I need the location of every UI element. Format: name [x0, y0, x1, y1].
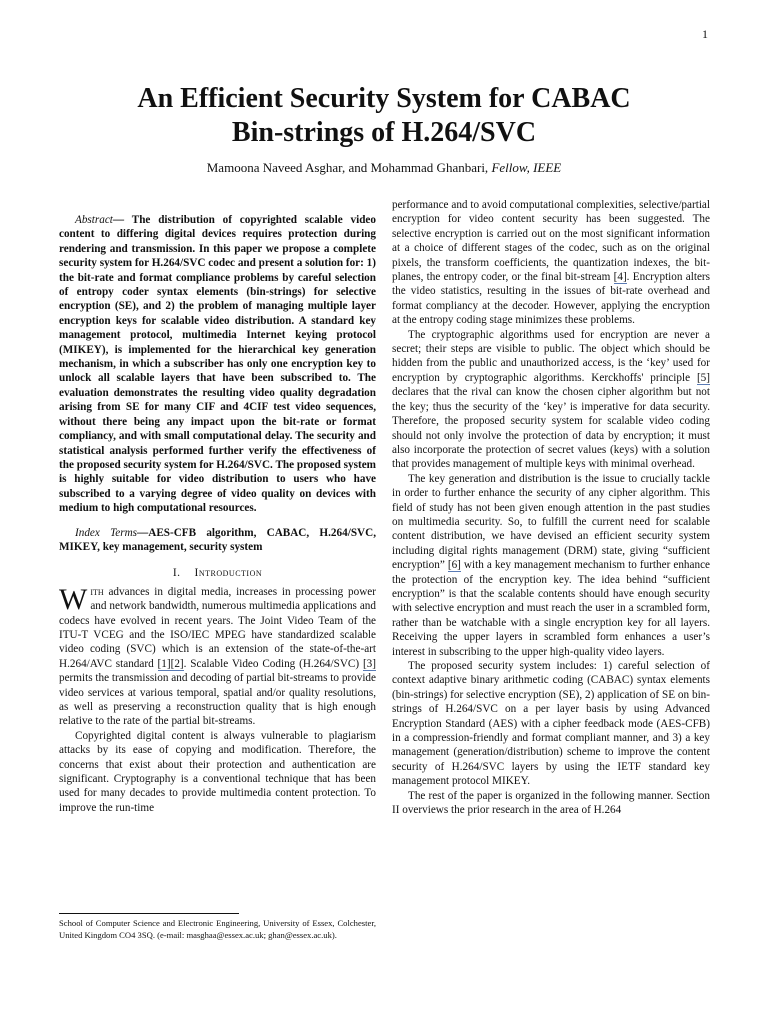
index-terms: [59, 526, 376, 555]
right-paragraph-5: The rest of the paper is organized in the following manner. Section II overviews the prior research in the area of H.264: [392, 789, 710, 817]
abstract-body: The distribution of copyrighted scalable video content to differing digital devices requires protection during rendering and transmission. In this paper we propose a complete security system for H.264/SVC codec and present a solution for: 1) the bit-rate and format compliance problems by careful selection of entropy coder syntax elements (bin-strings) for selective encryption (SE), and 2) the problem of managing multiple layer encryption keys for scalable video distribution. A standard key management protocol, multimedia Internet keying protocol (MIKEY), is implemented for the hierarchical key generation mechanism, in which a subscriber has only one encryption key to unlock all scalable layers that have been subscribed to. The evaluation demonstrates the resulting video quality degradation arising from SE for many CIF and 4CIF test video sequences, without there being any impact upon the bit-rate or format compliancy, and with small computational delay. The security and statistical analysis performed further verify the effectiveness of the proposed security system for H.264/SVC. The proposed system is highly suitable for video distribution to users who have subscribed to a varying degree of video quality on devices with medium to high computational resources.: [59, 214, 376, 515]
footnote-text: School of Computer Science and Electronic Engineering, University of Essex, Colchester, United Kingdom CO4 3SQ. (e-mail: masghaa@essex.ac.uk; ghan@essex.ac.uk).: [59, 918, 376, 940]
reference-link-6[interactable]: [6]: [447, 559, 461, 572]
right-text-3b: with a key management mechanism to further enhance the protection of the encryption key. The idea behind “sufficient encryption” is that the scalable contents should have enough security with selective encryption and must reach the user in a scrambled form, rather than be watchable with a single encryption key for all layers. Receiving the upper layers in scrambled form enhances a user’s interest in subscribing to the upper high-quality video layers.: [392, 559, 710, 658]
drop-cap: W: [59, 582, 88, 616]
intro-text-1b: . Scalable Video Coding (H.264/SVC): [183, 657, 363, 670]
page-number: 1: [702, 27, 708, 41]
intro-paragraph-1: [59, 582, 376, 729]
reference-link-1[interactable]: [1]: [157, 657, 171, 670]
abstract-dash: —: [112, 214, 125, 226]
reference-link-3[interactable]: [3]: [362, 657, 376, 670]
footnote-divider: [59, 913, 239, 914]
reference-link-4[interactable]: [4]: [613, 271, 627, 284]
paper-title: [60, 82, 708, 150]
abstract: [59, 213, 376, 516]
abstract-lead: Abstract: [75, 214, 113, 226]
reference-link-5[interactable]: [5]: [696, 371, 710, 384]
right-column: [392, 198, 710, 817]
right-text-2a: The cryptographic algorithms used for encryption are never a secret; their steps are visible to public. The object which should be hidden from the public and unauthorized access, is the ‘key’ used for encryption by cryptographic algorithms. Kerckhoffs' principle: [392, 328, 710, 384]
intro-paragraph-2: Copyrighted digital content is always vulnerable to plagiarism attacks by its ease of copying and modification. Therefore, the concerns that exist about their protection and authentication are significant. Cryptography is a conventional technique that has been used for many decades to provide multimedia content protection. To improve the run-time: [59, 729, 376, 814]
index-terms-lead: Index Terms: [75, 526, 138, 539]
right-text-2b: declares that the rival can know the chosen cipher algorithm but not the key; thus the security of the ‘key’ is imperative for data security. Therefore, the proposed security system for scalable video coding should not only involve the protection of data by encryption; it must also incorporate the protection of secret values (keys) with a solution that provides management of multiple keys with minimal overhead.: [392, 386, 710, 471]
index-terms-body: —AES-CFB algorithm, CABAC, H.264/SVC, MIKEY, key management, security system: [59, 526, 376, 553]
footnote: [59, 913, 376, 941]
right-text-1a: performance and to avoid computational complexities, selective/partial encryption for video content security has been suggested. The selective encryption is carried out on the most significant information at a choice of different stages of the codec, such as on the original pixels, the transform coefficients, the quantization indexes, the bit-planes, the entropy coder, or the final bit-stream: [392, 199, 710, 284]
intro-text-1c: permits the transmission and decoding of partial bit-streams to provide video services at various temporal, spatial and/or quality resolutions, as well as preserving a reconstruction quality that is high enough relative to the rate of the partial bit-streams.: [59, 672, 376, 728]
left-column: [59, 213, 376, 815]
reference-link-2[interactable]: [2]: [170, 657, 184, 670]
title-line-2: Bin-strings of H.264/SVC: [231, 117, 537, 148]
intro-small-caps: ith: [90, 585, 104, 598]
right-paragraph-3: [392, 472, 710, 659]
section-title: Introduction: [194, 567, 263, 580]
right-paragraph-2: [392, 328, 710, 472]
author-names: Mamoona Naveed Asghar, and Mohammad Ghanbari,: [206, 160, 489, 175]
author-line: [60, 160, 708, 176]
right-paragraph-4: The proposed security system includes: 1) careful selection of context adaptive binary arithmetic coding (CABAC) syntax elements (bin-strings) for selective encryption (SE), 2) application of SE on bin-strings of H.264/SVC on a per layer basis by using Advanced Encryption Standard (AES) with a cipher feedback mode (AES-CFB) in a compression-friendly and format compliant manner, and 3) a key management (generation/distribution) scheme to improve the content security of H.264/SVC layers by using the IETF standard key management protocol MIKEY.: [392, 660, 710, 788]
intro-text-1: advances in digital media, increases in processing power and network bandwidth, numerous multimedia applications and codecs have evolved in recent years. The Joint Video Team of the ITU-T VCEG and the ISO/IEC MPEG have standardized scalable video coding (SVC) which is an extension of the state-of-the-art H.264/AVC standard: [59, 585, 376, 670]
right-text-3a: The key generation and distribution is the issue to crucially tackle in order to further enhance the security of any cipher algorithm. This field of study has not been given enough attention in the past studies on multimedia security. So, to fulfill the current need for scalable content distribution, we have devised an efficient security system including digital rights management (DRM) state, giving “sufficient encryption”: [392, 472, 710, 572]
section-heading-introduction: [59, 566, 376, 580]
right-text-1b: . Encryption alters the video statistics, resulting in the issues of bit-rate overhead and format compliancy at the decoder. However, applying the encryption at the entropy coding stage minimizes these problems.: [392, 271, 710, 327]
right-paragraph-1: [392, 198, 710, 328]
title-line-1: An Efficient Security System for CABAC: [137, 83, 631, 114]
section-number: I.: [172, 567, 181, 580]
author-affiliation: Fellow, IEEE: [491, 160, 562, 175]
